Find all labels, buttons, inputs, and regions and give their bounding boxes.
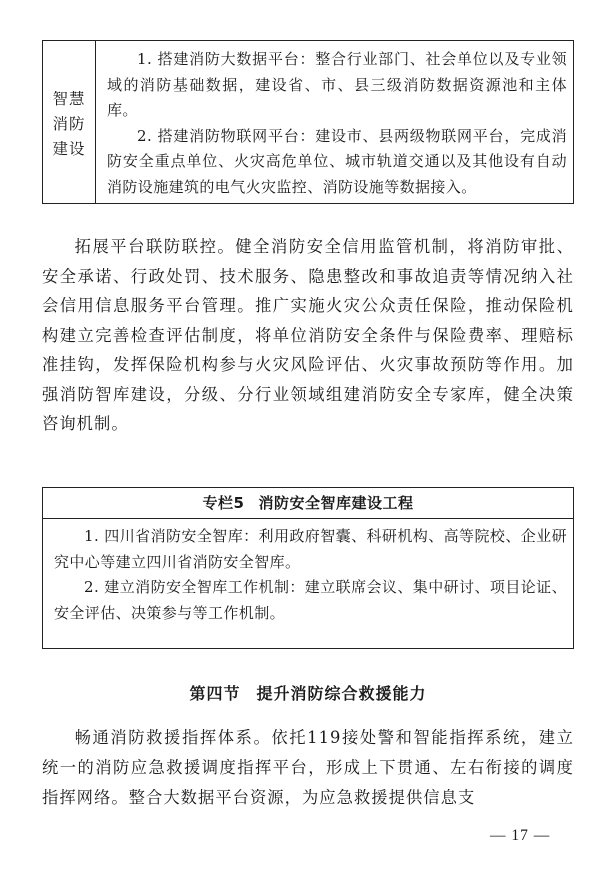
box-content bbox=[96, 41, 573, 203]
box-item-big-data-platform: 1. 搭建消防大数据平台：整合行业部门、社会单位以及专业领域的消防基础数据，建设省、市、县三级消防数据资源池和主体库。 bbox=[107, 50, 567, 119]
column-box-title bbox=[43, 488, 573, 519]
smart-fire-construction-box bbox=[42, 40, 574, 204]
column-box bbox=[42, 487, 574, 649]
side-label-line: 智慧 bbox=[52, 89, 86, 108]
side-label-line: 消防 bbox=[52, 114, 86, 133]
column-item-think-tank: 1. 四川省消防安全智库：利用政府智囊、科研机构、高等院校、企业研究中心等建立四川省消防安全智库。 bbox=[54, 527, 567, 571]
side-label-line: 建设 bbox=[52, 139, 86, 158]
box-item-iot-platform: 2. 搭建消防物联网平台：建设市、县两级物联网平台，完成消防安全重点单位、火灾高危单位、城市轨道交通以及其他设有自动消防设施建筑的电气火灾监控、消防设施等数据接入。 bbox=[107, 126, 567, 196]
section-number: 第四节 bbox=[189, 684, 241, 703]
box-side-label bbox=[43, 41, 96, 203]
page-number: — 17 — bbox=[490, 827, 551, 844]
section-title: 提升消防综合救援能力 bbox=[256, 684, 427, 703]
column-title-text: 消防安全智库建设工程 bbox=[258, 494, 414, 512]
section-heading bbox=[42, 682, 574, 706]
column-number: 专栏5 bbox=[202, 494, 245, 512]
column-item-work-mechanism: 2. 建立消防安全智库工作机制：建立联席会议、集中研讨、项目论证、安全评估、决策参与等工作机制。 bbox=[54, 578, 567, 622]
body-paragraph-2: 畅通消防救援指挥体系。依托119接处警和智能指挥系统，建立统一的消防应急救援调度指挥平台，形成上下贯通、左右衔接的调度指挥网络。整合大数据平台资源，为应急救援提供信息支 bbox=[42, 728, 574, 807]
body-paragraph: 拓展平台联防联控。健全消防安全信用监管机制，将消防审批、安全承诺、行政处罚、技术服务、隐患整改和事故追责等情况纳入社会信用信息服务平台管理。推广实施火灾公众责任保险，推动保险机构建立完善检查评估制度，将单位消防安全条件与保险费率、理赔标准挂钩，发挥保险机构参与火灾风险评估、火灾事故预防等作用。加强消防智库建设，分级、分行业领域组建消防安全专家库，健全决策咨询机制。 bbox=[42, 237, 574, 433]
column-box-body bbox=[43, 519, 573, 626]
